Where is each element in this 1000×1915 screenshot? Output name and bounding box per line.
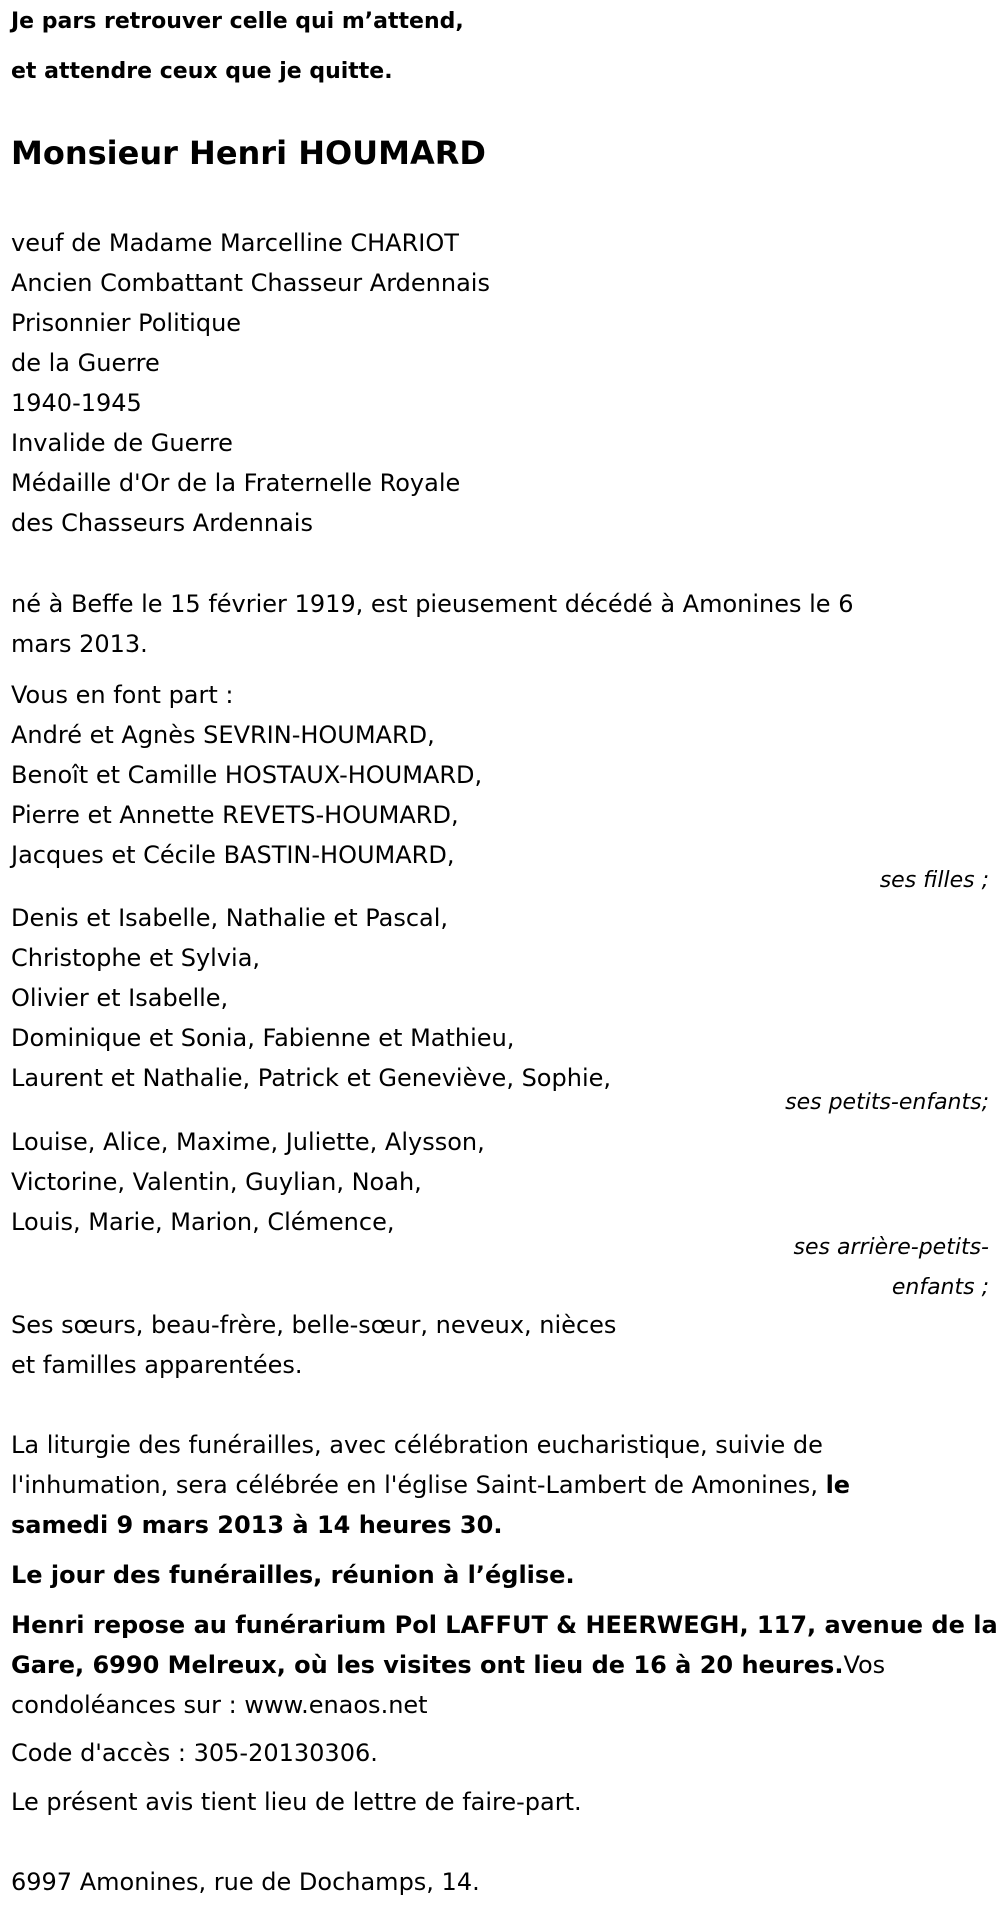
daughter-line: Jacques et Cécile BASTIN-HOUMARD,: [11, 841, 455, 869]
great-grandchild-line: Louis, Marie, Marion, Clémence,: [11, 1208, 395, 1236]
title-line: veuf de Madame Marcelline CHARIOT: [11, 229, 459, 257]
great-grandchildren-label-line-1: ses arrière-petits-: [793, 1235, 989, 1260]
titles-block: [11, 223, 989, 543]
birth-death-line-2: mars 2013.: [11, 630, 148, 658]
great-grandchild-line: Victorine, Valentin, Guylian, Noah,: [11, 1168, 422, 1196]
access-code: Code d'accès : 305-20130306.: [11, 1739, 378, 1767]
liturgy-line-1: La liturgie des funérailles, avec célébration eucharistique, suivie de: [11, 1431, 823, 1459]
great-grandchildren-label-line-2: enfants ;: [891, 1275, 989, 1300]
deceased-name: Monsieur Henri HOUMARD: [11, 134, 486, 172]
siblings-block: [11, 1305, 989, 1385]
siblings-line-1: Ses sœurs, beau-frère, belle-sœur, neveux, nièces: [11, 1311, 617, 1339]
daughters-block: [11, 675, 989, 875]
title-line: des Chasseurs Ardennais: [11, 509, 313, 537]
title-line: Médaille d'Or de la Fraternelle Royale: [11, 469, 461, 497]
funerarium-paragraph: [11, 1605, 998, 1725]
grandchildren-label: ses petits-enfants;: [785, 1090, 989, 1115]
liturgy-paragraph: [11, 1425, 991, 1545]
quote-line-1: Je pars retrouver celle qui m’attend,: [11, 9, 464, 34]
daughter-line: André et Agnès SEVRIN-HOUMARD,: [11, 721, 435, 749]
meeting-line: Le jour des funérailles, réunion à l’église.: [11, 1561, 575, 1589]
liturgy-text: l'inhumation, sera célébrée en l'église Saint-Lambert de Amonines,: [11, 1471, 826, 1499]
title-line: Invalide de Guerre: [11, 429, 233, 457]
condolences-start: Vos: [843, 1651, 886, 1679]
daughter-line: Benoît et Camille HOSTAUX-HOUMARD,: [11, 761, 483, 789]
liturgy-line-2: [11, 1465, 991, 1505]
grandchild-line: Olivier et Isabelle,: [11, 984, 229, 1012]
daughters-label: ses filles ;: [879, 868, 989, 893]
liturgy-date: samedi 9 mars 2013 à 14 heures 30.: [11, 1511, 503, 1539]
meeting-paragraph: [11, 1555, 991, 1595]
great-grandchildren-block: [11, 1122, 989, 1242]
title-line: Ancien Combattant Chasseur Ardennais: [11, 269, 490, 297]
address-line: 6997 Amonines, rue de Dochamps, 14.: [11, 1868, 480, 1896]
quote-line-2: et attendre ceux que je quitte.: [11, 59, 393, 84]
grandchildren-block: [11, 898, 989, 1098]
notice-line: Le présent avis tient lieu de lettre de faire-part.: [11, 1788, 582, 1816]
grandchild-line: Christophe et Sylvia,: [11, 944, 261, 972]
grandchild-line: Laurent et Nathalie, Patrick et Geneviève, Sophie,: [11, 1064, 611, 1092]
funerarium-line-2: [11, 1645, 991, 1685]
great-grandchild-line: Louise, Alice, Maxime, Juliette, Alysson,: [11, 1128, 485, 1156]
condolences-line: condoléances sur : www.enaos.net: [11, 1691, 428, 1719]
liturgy-date-start: le: [825, 1471, 851, 1499]
birth-death-block: [11, 584, 989, 664]
birth-death-line-1: né à Beffe le 15 février 1919, est pieusement décédé à Amonines le 6: [11, 590, 854, 618]
title-line: 1940-1945: [11, 389, 142, 417]
great-grandchildren-label: [794, 1228, 989, 1308]
daughter-line: Pierre et Annette REVETS-HOUMARD,: [11, 801, 459, 829]
funerarium-visits: Gare, 6990 Melreux, où les visites ont lieu de 16 à 20 heures.: [11, 1651, 844, 1679]
siblings-line-2: et familles apparentées.: [11, 1351, 303, 1379]
grandchild-line: Dominique et Sonia, Fabienne et Mathieu,: [11, 1024, 515, 1052]
intro-line: Vous en font part :: [11, 681, 234, 709]
title-line: de la Guerre: [11, 349, 160, 377]
grandchild-line: Denis et Isabelle, Nathalie et Pascal,: [11, 904, 449, 932]
title-line: Prisonnier Politique: [11, 309, 242, 337]
funerarium-line-1: Henri repose au funérarium Pol LAFFUT & HEERWEGH, 117, avenue de la: [11, 1611, 998, 1639]
liturgy-line-3: [11, 1505, 991, 1545]
